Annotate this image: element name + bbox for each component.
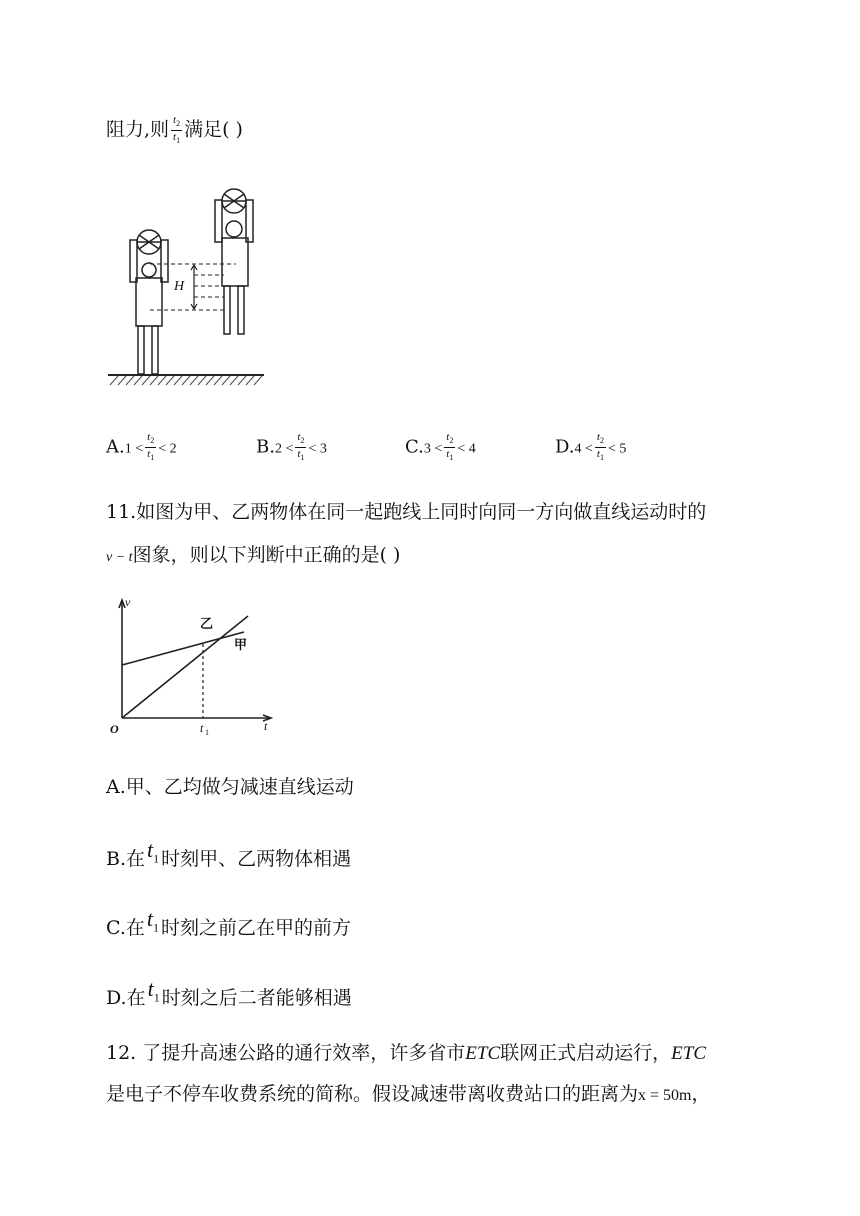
t-axis-label: t bbox=[264, 719, 268, 733]
t2-over-t1-fraction: $\frac{t_2}{t_1}$ bbox=[173, 114, 181, 146]
origin-label: O bbox=[110, 722, 119, 736]
basketball-jump-figure bbox=[106, 182, 268, 387]
q10-option-d[interactable]: D.4 < $\frac{t_2}{t_1}$ < 5 bbox=[555, 431, 627, 463]
q10-option-c[interactable]: C.3 < $\frac{t_2}{t_1}$ < 4 bbox=[405, 431, 476, 463]
series-yi-label: 乙 bbox=[200, 617, 214, 632]
series-jia-label: 甲 bbox=[234, 638, 248, 653]
q10-option-a[interactable]: A.1 < $\frac{t_2}{t_1}$ < 2 bbox=[106, 431, 177, 463]
q11-option-a[interactable]: A.甲、乙均做匀减速直线运动 bbox=[106, 776, 354, 798]
vt-graph bbox=[108, 592, 280, 740]
v-axis-label: v bbox=[125, 595, 131, 609]
t1-tick-label: t bbox=[200, 721, 204, 735]
q11-option-d[interactable]: D.在$t_1$ 时刻之后二者能够相遇 bbox=[106, 976, 352, 1009]
q11-option-b[interactable]: B.在$t_1$ 时刻甲、乙两物体相遇 bbox=[106, 837, 352, 870]
q12-question-line2: 是电子不停车收费系统的简称。假设减速带离收费站口的距离为x = 50m， bbox=[106, 1083, 711, 1105]
q11-option-c[interactable]: C.在$t_1$ 时刻之前乙在甲的前方 bbox=[106, 906, 352, 939]
q10-option-b[interactable]: B.2 < $\frac{t_2}{t_1}$ < 3 bbox=[256, 431, 327, 463]
height-h-label: H bbox=[174, 279, 185, 294]
q11-question-line2: v − t图象，则以下判断中正确的是( ) bbox=[106, 544, 401, 566]
q10-question-tail: 阻力,则 $\frac{t_2}{t_1}$ 满足( ) bbox=[106, 114, 243, 146]
q11-question-line1: 11.如图为甲、乙两物体在同一起跑线上同时向同一方向做直线运动时的 bbox=[106, 501, 707, 523]
q12-question-line1: 12. 了提升高速公路的通行效率，许多省市ETC联网正式启动运行，ETC bbox=[106, 1042, 706, 1064]
t1-tick-sub: 1 bbox=[205, 728, 209, 737]
